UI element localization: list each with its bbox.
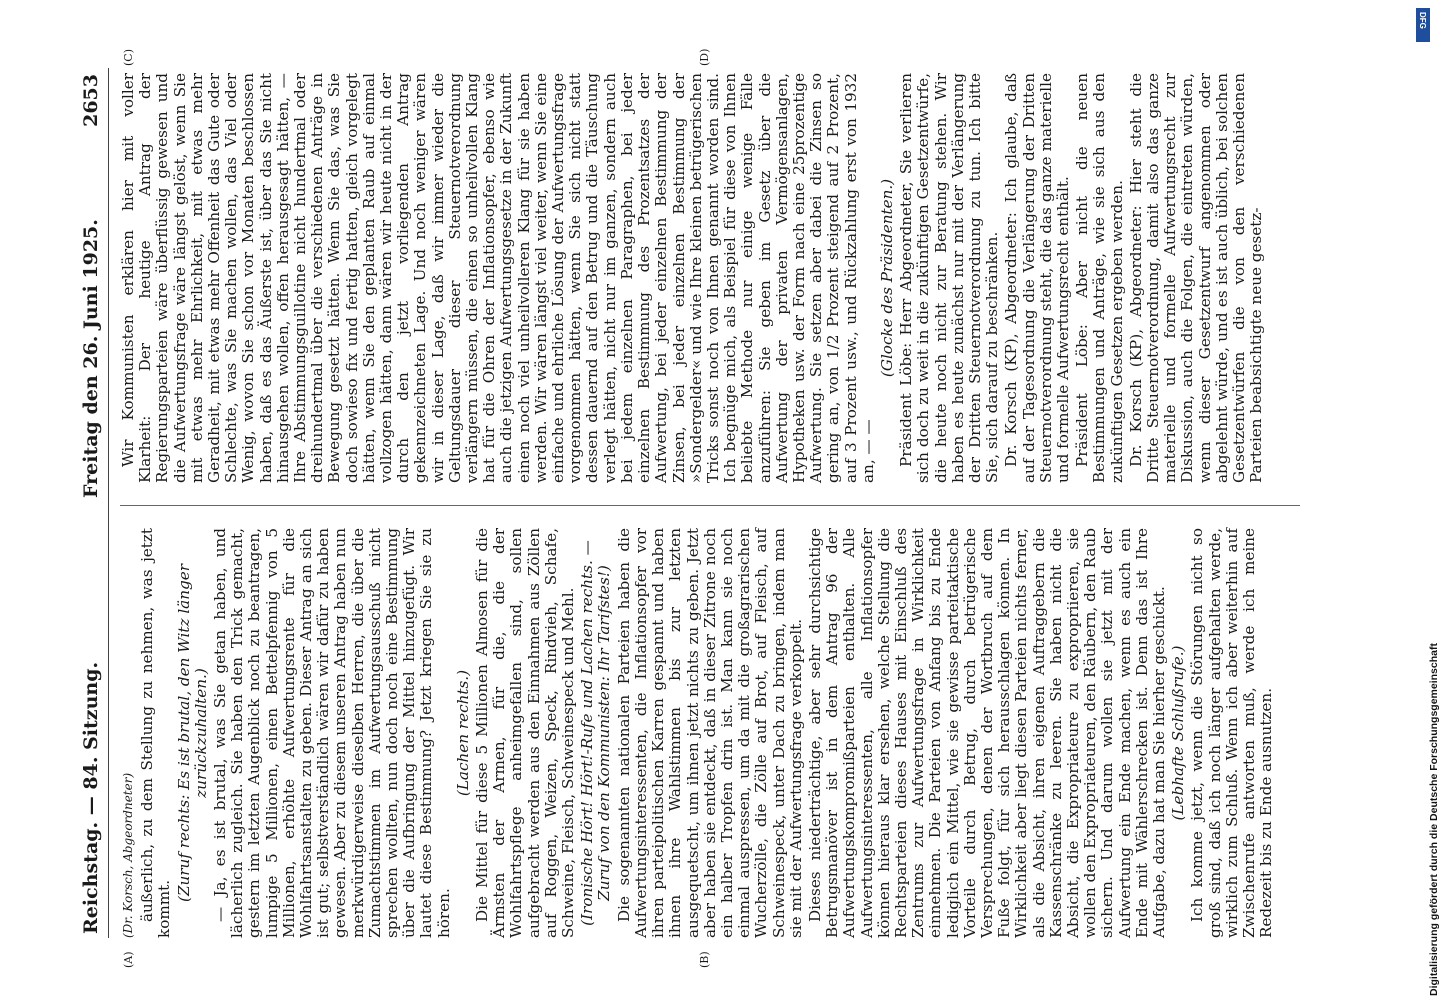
left-column	[120, 528, 1310, 938]
column-divider	[120, 505, 1300, 506]
interjection: (Lebhafte Schlußrufe.)	[1169, 645, 1188, 821]
interjection: (Glocke des Präsidenten.)	[877, 178, 896, 378]
paragraph: Die Mittel für diese 5 Millionen Almosen für die Ärmsten der Armen, für die, die der Wohlfahrtspflege anheimgefallen sind, sollen aufgebracht werden aus den Einnahmen aus Zöllen auf Roggen, Weizen, Speck, Rindvieh, Schafe, Schweine, Fleisch, Schweinespeck und Mehl.	[473, 528, 578, 938]
header-date: Freitag den 26. Juni 1925.	[80, 219, 102, 498]
digitization-credit: Digitalisierung gefördert durch die Deutsche Forschungsgemeinschaft	[1428, 643, 1440, 996]
margin-mark-d: (D)	[698, 48, 711, 66]
paragraph: — Ja, es ist brutal, was Sie getan haben, und lächerlich zugleich. Sie haben den Trick gemacht, gestern im letzten Augenblick noch zu beantragen, lumpige 5 Millionen, einen Bettelpfennig von 5 Millionen, erhöhte Aufwertungsrente für die Wohlfahrtsanstalten zu geben. Dieser Antrag an sich ist gut; selbstverständlich wären wir dafür zu haben gewesen. Aber zu diesem unseren Antrag haben nun merkwürdigerweise dieselben Herren, die über die Zumachtstimmen im Aufwertungsausschuß nicht sprechen wollten, nun doch noch eine Bestimmung über die Aufbringung der Mittel hinzugefügt. Wir lautet diese Bestimmung? Jetzt kriegen Sie sie zu hören.	[211, 528, 453, 938]
margin-mark-c: (C)	[122, 49, 135, 66]
dfg-logo-text: DFG	[1418, 12, 1427, 29]
paragraph: Wir Kommunisten erklären hier mit voller Klarheit: Der heutige Antrag der Regierungsparteien wäre überflüssig gewesen und die Aufwertungsfrage wäre längst gelöst, wenn Sie mit etwas mehr Ehrlichkeit, mit etwas mehr Geradheit, mit etwas mehr Offenheit das Gute oder Schlechte, was Sie machen wollen, das Viel oder Wenig, wovon Sie schon vor Monaten beschlossen haben, daß es das Äußerste ist, über das Sie nicht hinausgehen wollen, offen herausgesagt hätten, — Ihre Abstimmungsguillotine nicht hundertmal oder dreihundertmal über die verschiedenen Anträge in Bewegung gesetzt hätten. Wenn Sie das, was Sie doch sowieso fix und fertig hatten, gleich vorgelegt hätten, wenn Sie den geplanten Raub auf einmal vollzogen hätten, dann wären wir heute nicht in der durch den jetzt vorliegenden Antrag gekennzeichneten Lage. Und noch weniger wären wir in dieser Lage, daß wir immer wieder die Geltungsdauer dieser Steuernotverordnung verlängern müssen, die einen so unheilvollen Klang hat für die Ohren der Inflationsopfer, ebenso wie auch die jetzigen Aufwertungsgesetze in der Zukunft einen noch viel unheilvolleren Klang für sie haben werden. Wir wären längst viel weiter, wenn Sie eine einfache und ehrliche Lösung der Aufwertungsfrage vorgenommen hätten, wenn Sie sich nicht statt dessen dauernd auf den Betrug und die Täuschung verlegt hätten, nicht nur im ganzen, sondern auch bei jedem einzelnen Paragraphen, bei jeder einzelnen Bestimmung des Prozentsatzes der Aufwertung, bei jeder einzelnen Bestimmung der Zinsen, bei jeder einzelnen Bestimmung der »Sondergelder« und wie Ihre kleinen betrügerischen Tricks sonst noch von Ihnen genannt worden sind. Ich begnüge mich, als Beispiel für diese von Ihnen beliebte Methode nur einige wenige Fälle anzuführen: Sie geben im Gesetz über die Aufwertung der privaten Vermögensanlagen, Hypotheken usw. der Form nach eine 25prozentige Aufwertung. Sie setzen aber dabei die Zinsen so gering an, von 1/2 Prozent steigend auf 2 Prozent, auf 3 Prozent usw., und Rückzahlung erst von 1932 an, — —	[119, 73, 877, 483]
page-number: 2653	[80, 74, 102, 127]
dfg-logo	[1416, 8, 1430, 42]
margin-mark-b: (B)	[698, 951, 711, 968]
header-rule	[108, 68, 109, 938]
interjection: (Ironische Hört! Hört!-Rufe und Lachen rechts. — Zuruf von den Kommunisten: Ihr Tarifstes!)	[578, 540, 614, 926]
interjection: (Zuruf rechts: Es ist brutal, den Witz länger zurückzuhalten.)	[174, 564, 210, 902]
header-left: Reichstag. — 84. Sitzung.	[80, 661, 102, 934]
paragraph: Dr. Korsch (KP), Abgeordneter: Hier steht die Dritte Steuernotverordnung, damit also das ganze materielle und formelle Aufwertungsrecht zur Diskussion, auch die Folgen, die eintreten würden, wenn dieser Gesetzentwurf angenommen oder abgelehnt würde, und es ist auch üblich, bei solchen Gesetzentwürfen die von den verschiedenen Parteien beabsichtigte neue gesetz-	[1126, 73, 1266, 483]
paragraph: Präsident Löbe: Aber nicht die neuen Bestimmungen und Anträge, wie sie sich aus den zukünftigen Gesetzen ergeben werden.	[1073, 73, 1126, 483]
interjection: (Lachen rechts.)	[453, 669, 472, 797]
paragraph: äußerlich, zu dem Stellung zu nehmen, was jetzt kommt.	[138, 528, 174, 938]
margin-mark-a: (A)	[122, 951, 135, 968]
page-header	[78, 68, 108, 938]
speaker-line: (Dr. Korsch, Abgeordneter)	[121, 772, 135, 938]
paragraph: Dieses niederträchtige, aber sehr durchsichtige Betrugsmanöver ist in dem Antrag 96 der Aufwertungskompromißparteien enthalten. Alle Aufwertungsinteressenten, alle Inflationsopfer können hieraus klar ersehen, welche Stellung die Rechtsparteien dieses Hauses mit Einschluß des Zentrums zur Aufwertungsfrage in Wirklichkeit einnehmen. Die Parteien von Anfang bis zu Ende lediglich ein Mittel, wie sie gewisse parteitaktische Vorteile durch Betrug, durch betrügerische Versprechungen, denen der Wortbruch auf dem Fuße folgt, für sich herausschlagen können. In Wirklichkeit aber liegt diesen Parteien nichts ferner, als die Absicht, ihren eigenen Auftraggebern die Kassenschränke zu leeren. Sie haben nicht die Absicht, die Expropriateure zu expropriieren, sie wollen den Expropriateuren, den Räubern, den Raub sichern. Und darum wollen sie jetzt mit der Aufwertung ein Ende machen, wenn es auch ein Ende mit Wählerschrecken ist. Denn das ist Ihre Aufgabe, dazu hat man Sie hierher geschickt.	[805, 528, 1168, 938]
paragraph: Ich komme jetzt, wenn die Störungen nicht so groß sind, daß ich noch länger aufgehalten werde, wirklich zum Schluß. Wenn ich aber weiterhin auf Zwischenrufe antworten muß, werde ich meine Redezeit bis zu Ende ausnutzen.	[1188, 528, 1276, 938]
right-column	[120, 73, 1310, 483]
document-page	[78, 48, 1318, 968]
paragraph: Präsident Löbe: Herr Abgeordneter, Sie verlieren sich doch zu weit in die zukünftigen Gesetzentwürfe, die heute noch nicht zur Beratung stehen. Wir haben es heute zunächst nur mit der Verlängerung der Dritten Steuernotverordnung zu tun. Ich bitte Sie, sich darauf zu beschränken.	[897, 73, 1002, 483]
paragraph: Dr. Korsch (KP), Abgeordneter: Ich glaube, daß auf der Tagesordnung die Verlängerung der Dritten Steuernotverordnung steht, die das ganze materielle und formelle Aufwertungsrecht enthält.	[1002, 73, 1072, 483]
paragraph: Die sogenannten nationalen Parteien haben die Aufwertungsinteressenten, die Inflationsopfer vor ihren parteipolitischen Karren gespannt und haben ihnen ihre Wahlstimmen bis zur letzten ausgequetscht, um ihnen jetzt nichts zu geben. Jetzt aber haben sie entdeckt, daß in dieser Zitrone noch ein halber Tropfen drin ist. Man kann sie noch einmal auspressen, um da mit die großagrarischen Wucherzölle, die Zölle auf Brot, auf Fleisch, auf Schweinespeck, unter Dach zu bringen, indem man sie mit der Aufwertungsfrage verkoppelt.	[614, 528, 805, 938]
